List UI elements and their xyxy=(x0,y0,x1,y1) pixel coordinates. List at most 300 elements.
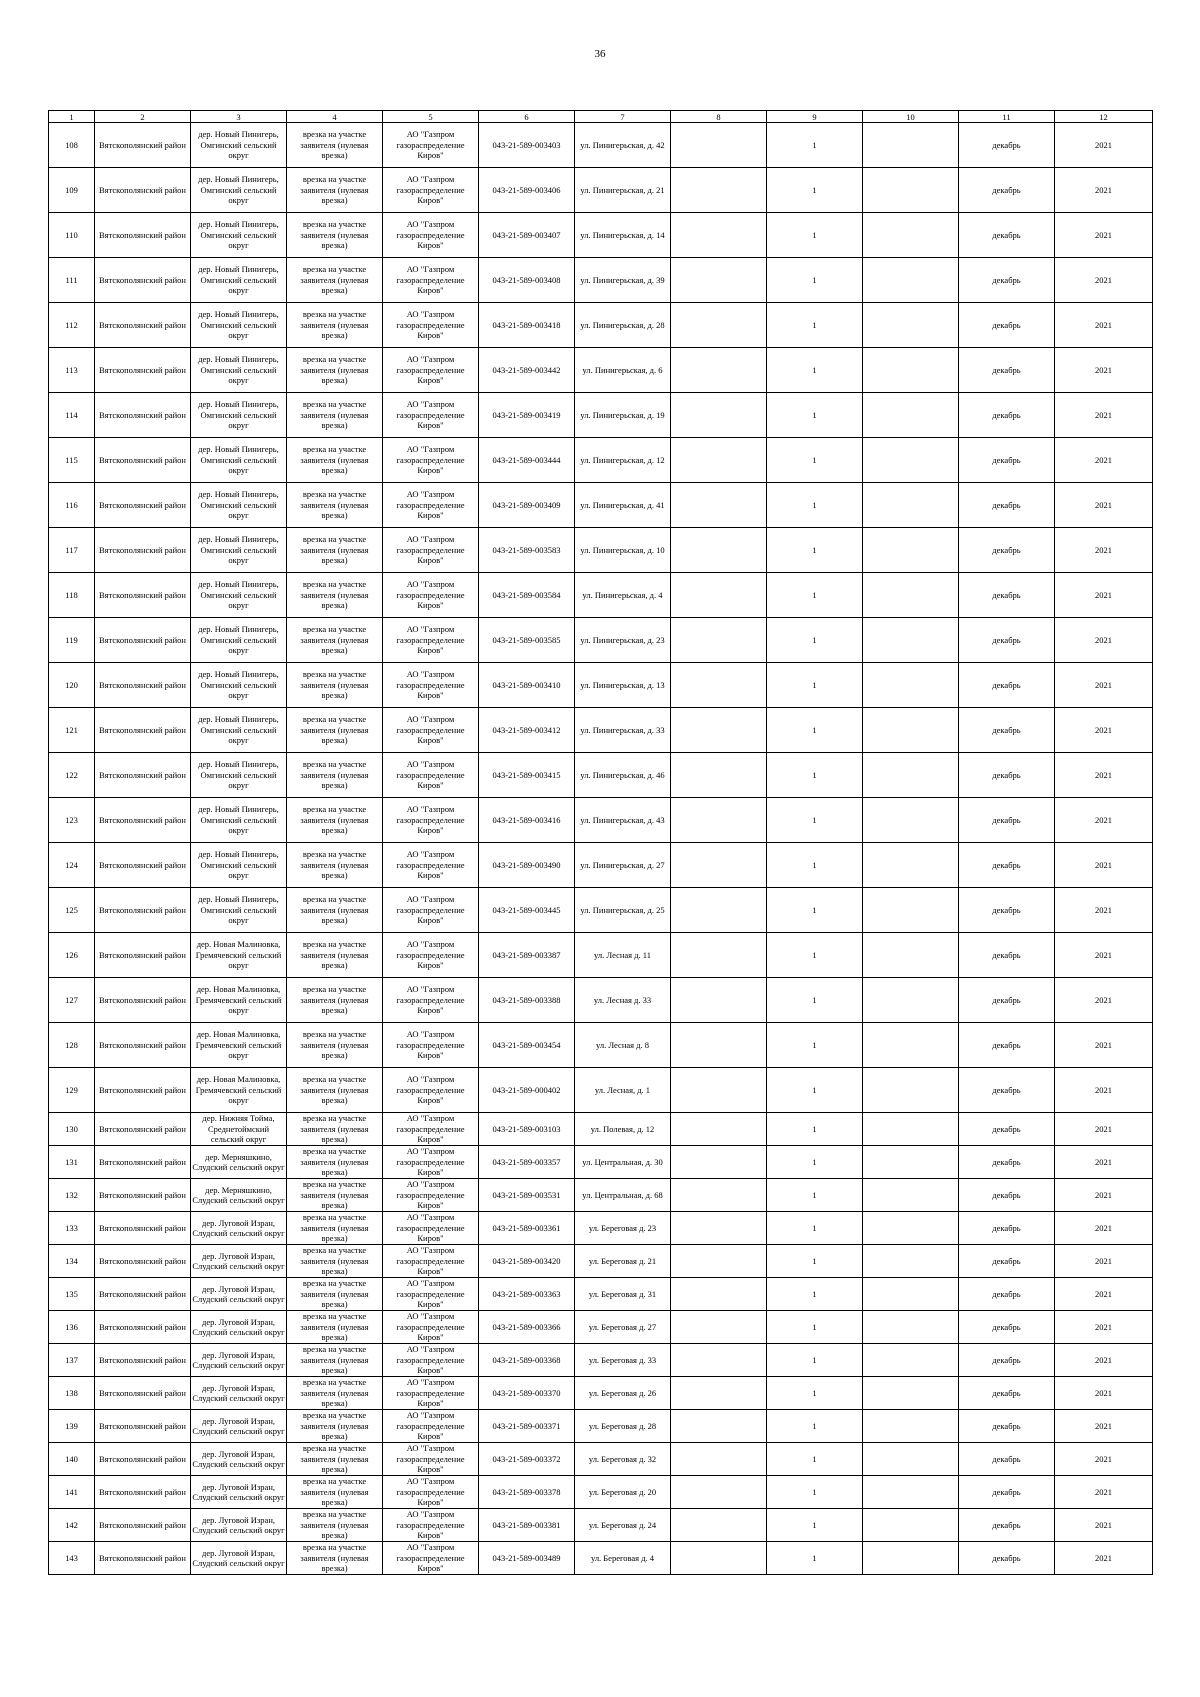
cell-settlement: дер. Новый Пинигерь, Омгинский сельский округ xyxy=(191,348,287,393)
table-row xyxy=(49,1278,1153,1311)
cell-row-number: 120 xyxy=(49,663,95,708)
cell-text: АО "Газпром газораспределение Киров" xyxy=(396,1278,465,1310)
cell-col-10 xyxy=(863,528,959,573)
cell-text: 2021 xyxy=(1095,1486,1112,1497)
cell-settlement: дер. Новый Пинигерь, Омгинский сельский округ xyxy=(191,663,287,708)
cell-work-type: врезка на участке заявителя (нулевая врезка) xyxy=(287,798,383,843)
cell-row-number: 127 xyxy=(49,978,95,1023)
cell-text: Вятскополянский район xyxy=(98,1189,186,1200)
cell-text: АО "Газпром газораспределение Киров" xyxy=(396,1509,465,1541)
cell-text: дер. Луговой Изран, Слудский сельский округ xyxy=(192,1448,285,1469)
cell-text: 043-21-589-003363 xyxy=(492,1288,561,1299)
cell-text: 1 xyxy=(812,1288,817,1299)
cell-organization: АО "Газпром газораспределение Киров" xyxy=(383,168,479,213)
cell-text: АО "Газпром газораспределение Киров" xyxy=(396,1212,465,1244)
column-header: 11 xyxy=(959,111,1055,123)
cell-work-type xyxy=(287,1509,383,1542)
cell-work-type xyxy=(287,1212,383,1245)
cell-settlement: дер. Новый Пинигерь, Омгинский сельский округ xyxy=(191,798,287,843)
cell-text: 2021 xyxy=(1095,1354,1112,1365)
cell-quantity xyxy=(767,1113,863,1146)
cell-row-number: 115 xyxy=(49,438,95,483)
cell-text: декабрь xyxy=(992,1486,1021,1497)
cell-text: врезка на участке заявителя (нулевая врезка) xyxy=(300,1146,369,1178)
cell-row-number: 124 xyxy=(49,843,95,888)
cell-settlement: дер. Новый Пинигерь, Омгинский сельский округ xyxy=(191,888,287,933)
cell-text: ул. Береговая д. 20 xyxy=(588,1486,657,1497)
table-row xyxy=(49,798,1153,843)
column-header: 8 xyxy=(671,111,767,123)
cell-settlement: дер. Новый Пинигерь, Омгинский сельский округ xyxy=(191,438,287,483)
cell-work-type: врезка на участке заявителя (нулевая врезка) xyxy=(287,663,383,708)
cell-year xyxy=(1055,1443,1153,1476)
cell-address xyxy=(575,1245,671,1278)
cell-col-8 xyxy=(671,663,767,708)
cell-year xyxy=(1055,1245,1153,1278)
table-row xyxy=(49,1245,1153,1278)
cell-month xyxy=(959,1146,1055,1179)
cell-text: АО "Газпром газораспределение Киров" xyxy=(396,1146,465,1178)
cell-col-10 xyxy=(863,1278,959,1311)
cell-text: Вятскополянский район xyxy=(98,1354,186,1365)
cell-col-8 xyxy=(671,303,767,348)
table-row xyxy=(49,483,1153,528)
cell-year: 2021 xyxy=(1055,528,1153,573)
cell-col-10 xyxy=(863,663,959,708)
column-header: 7 xyxy=(575,111,671,123)
cell-object-id xyxy=(479,1146,575,1179)
cell-col-8 xyxy=(671,1146,767,1179)
cell-quantity: 1 xyxy=(767,618,863,663)
cell-quantity: 1 xyxy=(767,663,863,708)
cell-address: ул. Лесная, д. 1 xyxy=(575,1068,671,1113)
column-header: 4 xyxy=(287,111,383,123)
cell-text: 135 xyxy=(65,1288,78,1299)
cell-work-type: врезка на участке заявителя (нулевая врезка) xyxy=(287,933,383,978)
cell-col-10 xyxy=(863,1509,959,1542)
cell-settlement xyxy=(191,1146,287,1179)
cell-row-number: 122 xyxy=(49,753,95,798)
cell-row-number: 119 xyxy=(49,618,95,663)
cell-address xyxy=(575,1410,671,1443)
cell-organization xyxy=(383,1410,479,1443)
cell-organization: АО "Газпром газораспределение Киров" xyxy=(383,933,479,978)
cell-text: дер. Луговой Изран, Слудский сельский округ xyxy=(192,1349,285,1370)
cell-organization: АО "Газпром газораспределение Киров" xyxy=(383,348,479,393)
cell-settlement xyxy=(191,1311,287,1344)
cell-text: врезка на участке заявителя (нулевая врезка) xyxy=(300,1443,369,1475)
cell-text: декабрь xyxy=(992,1156,1021,1167)
cell-row-number: 128 xyxy=(49,1023,95,1068)
cell-work-type xyxy=(287,1146,383,1179)
cell-row-number: 109 xyxy=(49,168,95,213)
cell-year: 2021 xyxy=(1055,123,1153,168)
cell-object-id: 043-21-589-003445 xyxy=(479,888,575,933)
cell-col-10 xyxy=(863,1311,959,1344)
cell-text: врезка на участке заявителя (нулевая врезка) xyxy=(300,1542,369,1574)
cell-object-id xyxy=(479,1542,575,1575)
cell-text: дер. Нижняя Тойма, Среднетоймский сельский округ xyxy=(202,1113,275,1145)
cell-text: АО "Газпром газораспределение Киров" xyxy=(396,1476,465,1508)
cell-text: 2021 xyxy=(1095,1519,1112,1530)
cell-row-number: 126 xyxy=(49,933,95,978)
table-row xyxy=(49,303,1153,348)
cell-text: 131 xyxy=(65,1156,78,1167)
cell-district: Вятскополянский район xyxy=(95,618,191,663)
cell-work-type: врезка на участке заявителя (нулевая врезка) xyxy=(287,573,383,618)
cell-object-id xyxy=(479,1443,575,1476)
cell-district xyxy=(95,1113,191,1146)
cell-year: 2021 xyxy=(1055,483,1153,528)
cell-text: 1 xyxy=(812,1189,817,1200)
cell-organization: АО "Газпром газораспределение Киров" xyxy=(383,438,479,483)
cell-text: 137 xyxy=(65,1354,78,1365)
cell-work-type: врезка на участке заявителя (нулевая врезка) xyxy=(287,483,383,528)
cell-col-8 xyxy=(671,843,767,888)
cell-month: декабрь xyxy=(959,528,1055,573)
cell-text: 133 xyxy=(65,1222,78,1233)
cell-quantity xyxy=(767,1245,863,1278)
cell-text: АО "Газпром газораспределение Киров" xyxy=(396,1443,465,1475)
cell-quantity xyxy=(767,1542,863,1575)
cell-quantity: 1 xyxy=(767,168,863,213)
cell-address: ул. Пинигерьская, д. 14 xyxy=(575,213,671,258)
cell-address: ул. Пинигерьская, д. 4 xyxy=(575,573,671,618)
cell-col-10 xyxy=(863,168,959,213)
cell-text: ул. Центральная, д. 68 xyxy=(582,1189,663,1200)
cell-row-number: 118 xyxy=(49,573,95,618)
cell-row-number: 113 xyxy=(49,348,95,393)
cell-settlement: дер. Новая Малиновка, Гремячевский сельский округ xyxy=(191,1023,287,1068)
cell-object-id xyxy=(479,1377,575,1410)
cell-year xyxy=(1055,1212,1153,1245)
cell-work-type xyxy=(287,1410,383,1443)
cell-district: Вятскополянский район xyxy=(95,978,191,1023)
cell-text: 139 xyxy=(65,1420,78,1431)
cell-row-number: 121 xyxy=(49,708,95,753)
cell-settlement xyxy=(191,1212,287,1245)
cell-col-10 xyxy=(863,393,959,438)
cell-organization: АО "Газпром газораспределение Киров" xyxy=(383,843,479,888)
cell-col-8 xyxy=(671,528,767,573)
cell-address: ул. Лесная д. 11 xyxy=(575,933,671,978)
cell-address: ул. Пинигерьская, д. 6 xyxy=(575,348,671,393)
cell-organization: АО "Газпром газораспределение Киров" xyxy=(383,573,479,618)
header-row xyxy=(49,111,1153,123)
cell-address: ул. Пинигерьская, д. 12 xyxy=(575,438,671,483)
cell-organization: АО "Газпром газораспределение Киров" xyxy=(383,798,479,843)
cell-settlement: дер. Новый Пинигерь, Омгинский сельский округ xyxy=(191,573,287,618)
cell-year: 2021 xyxy=(1055,933,1153,978)
table-row xyxy=(49,618,1153,663)
table-row xyxy=(49,528,1153,573)
cell-object-id: 043-21-589-003418 xyxy=(479,303,575,348)
cell-year xyxy=(1055,1146,1153,1179)
cell-address: ул. Пинигерьская, д. 23 xyxy=(575,618,671,663)
cell-text: Вятскополянский район xyxy=(98,1156,186,1167)
cell-object-id: 043-21-589-003410 xyxy=(479,663,575,708)
cell-month xyxy=(959,1443,1055,1476)
cell-address xyxy=(575,1278,671,1311)
cell-work-type: врезка на участке заявителя (нулевая врезка) xyxy=(287,618,383,663)
cell-work-type xyxy=(287,1344,383,1377)
cell-work-type xyxy=(287,1443,383,1476)
cell-month: декабрь xyxy=(959,708,1055,753)
cell-month: декабрь xyxy=(959,1023,1055,1068)
cell-month: декабрь xyxy=(959,663,1055,708)
table-row xyxy=(49,1113,1153,1146)
column-header: 10 xyxy=(863,111,959,123)
cell-month: декабрь xyxy=(959,213,1055,258)
cell-col-10 xyxy=(863,1344,959,1377)
cell-row-number xyxy=(49,1212,95,1245)
cell-quantity xyxy=(767,1443,863,1476)
cell-district: Вятскополянский район xyxy=(95,303,191,348)
cell-month: декабрь xyxy=(959,933,1055,978)
cell-address: ул. Пинигерьская, д. 19 xyxy=(575,393,671,438)
cell-text: 043-21-589-003103 xyxy=(492,1123,561,1134)
cell-text: 043-21-589-003366 xyxy=(492,1321,561,1332)
cell-row-number xyxy=(49,1344,95,1377)
cell-district: Вятскополянский район xyxy=(95,798,191,843)
cell-settlement xyxy=(191,1377,287,1410)
cell-address: ул. Пинигерьская, д. 33 xyxy=(575,708,671,753)
cell-col-8 xyxy=(671,1476,767,1509)
cell-address xyxy=(575,1113,671,1146)
table-row xyxy=(49,1023,1153,1068)
cell-text: ул. Береговая д. 28 xyxy=(588,1420,657,1431)
cell-settlement: дер. Новый Пинигерь, Омгинский сельский округ xyxy=(191,708,287,753)
cell-col-8 xyxy=(671,1113,767,1146)
cell-text: Вятскополянский район xyxy=(98,1321,186,1332)
cell-row-number: 125 xyxy=(49,888,95,933)
cell-text: 1 xyxy=(812,1420,817,1431)
cell-quantity: 1 xyxy=(767,438,863,483)
table-row xyxy=(49,393,1153,438)
cell-quantity: 1 xyxy=(767,573,863,618)
cell-year: 2021 xyxy=(1055,393,1153,438)
cell-district xyxy=(95,1146,191,1179)
cell-district xyxy=(95,1278,191,1311)
cell-quantity xyxy=(767,1212,863,1245)
cell-quantity xyxy=(767,1476,863,1509)
cell-work-type xyxy=(287,1113,383,1146)
cell-organization xyxy=(383,1311,479,1344)
cell-text: 043-21-589-003370 xyxy=(492,1387,561,1398)
cell-col-8 xyxy=(671,708,767,753)
cell-work-type: врезка на участке заявителя (нулевая врезка) xyxy=(287,123,383,168)
cell-text: 043-21-589-003420 xyxy=(492,1255,561,1266)
cell-month: декабрь xyxy=(959,753,1055,798)
table-row xyxy=(49,1377,1153,1410)
cell-text: 043-21-589-003378 xyxy=(492,1486,561,1497)
cell-month: декабрь xyxy=(959,303,1055,348)
cell-month xyxy=(959,1212,1055,1245)
cell-col-8 xyxy=(671,753,767,798)
cell-row-number xyxy=(49,1476,95,1509)
cell-object-id: 043-21-589-003407 xyxy=(479,213,575,258)
cell-settlement: дер. Новый Пинигерь, Омгинский сельский округ xyxy=(191,393,287,438)
cell-quantity: 1 xyxy=(767,1023,863,1068)
cell-text: дер. Луговой Изран, Слудский сельский округ xyxy=(192,1415,285,1436)
table-row xyxy=(49,168,1153,213)
cell-col-8 xyxy=(671,888,767,933)
cell-settlement xyxy=(191,1542,287,1575)
cell-col-8 xyxy=(671,258,767,303)
cell-text: декабрь xyxy=(992,1189,1021,1200)
cell-district: Вятскополянский район xyxy=(95,393,191,438)
cell-col-10 xyxy=(863,933,959,978)
table-row xyxy=(49,1179,1153,1212)
cell-work-type: врезка на участке заявителя (нулевая врезка) xyxy=(287,753,383,798)
cell-organization: АО "Газпром газораспределение Киров" xyxy=(383,978,479,1023)
table-row xyxy=(49,1476,1153,1509)
cell-object-id: 043-21-589-003415 xyxy=(479,753,575,798)
cell-text: 2021 xyxy=(1095,1420,1112,1431)
cell-text: врезка на участке заявителя (нулевая врезка) xyxy=(300,1113,369,1145)
cell-text: врезка на участке заявителя (нулевая врезка) xyxy=(300,1245,369,1277)
cell-quantity: 1 xyxy=(767,483,863,528)
cell-work-type: врезка на участке заявителя (нулевая врезка) xyxy=(287,1023,383,1068)
cell-text: 2021 xyxy=(1095,1321,1112,1332)
cell-work-type xyxy=(287,1278,383,1311)
cell-settlement: дер. Новый Пинигерь, Омгинский сельский округ xyxy=(191,618,287,663)
cell-organization xyxy=(383,1542,479,1575)
cell-district xyxy=(95,1509,191,1542)
cell-text: декабрь xyxy=(992,1552,1021,1563)
cell-month xyxy=(959,1245,1055,1278)
cell-text: врезка на участке заявителя (нулевая врезка) xyxy=(300,1179,369,1211)
table-row xyxy=(49,1311,1153,1344)
cell-district xyxy=(95,1311,191,1344)
cell-row-number: 117 xyxy=(49,528,95,573)
cell-address: ул. Пинигерьская, д. 42 xyxy=(575,123,671,168)
cell-district xyxy=(95,1542,191,1575)
cell-col-8 xyxy=(671,123,767,168)
cell-text: ул. Береговая д. 23 xyxy=(588,1222,657,1233)
cell-col-8 xyxy=(671,348,767,393)
cell-col-8 xyxy=(671,1023,767,1068)
cell-address xyxy=(575,1344,671,1377)
cell-col-8 xyxy=(671,978,767,1023)
cell-address xyxy=(575,1542,671,1575)
cell-text: 136 xyxy=(65,1321,78,1332)
cell-col-8 xyxy=(671,1179,767,1212)
cell-col-10 xyxy=(863,1245,959,1278)
cell-settlement xyxy=(191,1443,287,1476)
cell-object-id: 043-21-589-003442 xyxy=(479,348,575,393)
cell-address xyxy=(575,1146,671,1179)
cell-object-id xyxy=(479,1344,575,1377)
cell-settlement xyxy=(191,1278,287,1311)
cell-month xyxy=(959,1476,1055,1509)
column-header: 3 xyxy=(191,111,287,123)
cell-address: ул. Лесная д. 33 xyxy=(575,978,671,1023)
cell-month: декабрь xyxy=(959,573,1055,618)
cell-col-8 xyxy=(671,1245,767,1278)
cell-col-10 xyxy=(863,708,959,753)
cell-year: 2021 xyxy=(1055,303,1153,348)
cell-object-id: 043-21-589-003388 xyxy=(479,978,575,1023)
cell-col-10 xyxy=(863,123,959,168)
cell-organization xyxy=(383,1377,479,1410)
cell-year: 2021 xyxy=(1055,1068,1153,1113)
cell-text: 1 xyxy=(812,1222,817,1233)
cell-text: декабрь xyxy=(992,1387,1021,1398)
cell-text: Вятскополянский район xyxy=(98,1486,186,1497)
cell-year: 2021 xyxy=(1055,348,1153,393)
cell-settlement: дер. Новый Пинигерь, Омгинский сельский округ xyxy=(191,213,287,258)
cell-text: декабрь xyxy=(992,1222,1021,1233)
cell-col-8 xyxy=(671,573,767,618)
cell-address xyxy=(575,1476,671,1509)
cell-col-10 xyxy=(863,1113,959,1146)
cell-text: 2021 xyxy=(1095,1387,1112,1398)
cell-quantity: 1 xyxy=(767,888,863,933)
table-row xyxy=(49,1542,1153,1575)
cell-text: 1 xyxy=(812,1156,817,1167)
cell-row-number: 116 xyxy=(49,483,95,528)
cell-row-number xyxy=(49,1443,95,1476)
cell-district: Вятскополянский район xyxy=(95,168,191,213)
column-header: 1 xyxy=(49,111,95,123)
cell-year xyxy=(1055,1410,1153,1443)
cell-year: 2021 xyxy=(1055,438,1153,483)
cell-text: ул. Береговая д. 27 xyxy=(588,1321,657,1332)
cell-object-id: 043-21-589-003408 xyxy=(479,258,575,303)
cell-col-10 xyxy=(863,1146,959,1179)
cell-text: 1 xyxy=(812,1519,817,1530)
cell-text: декабрь xyxy=(992,1288,1021,1299)
cell-month xyxy=(959,1344,1055,1377)
cell-text: 043-21-589-003489 xyxy=(492,1552,561,1563)
cell-text: врезка на участке заявителя (нулевая врезка) xyxy=(300,1311,369,1343)
cell-col-10 xyxy=(863,303,959,348)
table-row xyxy=(49,573,1153,618)
cell-col-8 xyxy=(671,618,767,663)
cell-text: ул. Береговая д. 32 xyxy=(588,1453,657,1464)
cell-quantity: 1 xyxy=(767,1068,863,1113)
cell-col-10 xyxy=(863,843,959,888)
cell-address xyxy=(575,1377,671,1410)
cell-row-number: 112 xyxy=(49,303,95,348)
cell-text: 140 xyxy=(65,1453,78,1464)
cell-month: декабрь xyxy=(959,978,1055,1023)
cell-object-id xyxy=(479,1311,575,1344)
cell-organization: АО "Газпром газораспределение Киров" xyxy=(383,888,479,933)
cell-col-10 xyxy=(863,1410,959,1443)
cell-text: Вятскополянский район xyxy=(98,1288,186,1299)
cell-address: ул. Лесная д. 8 xyxy=(575,1023,671,1068)
cell-quantity xyxy=(767,1377,863,1410)
cell-text: врезка на участке заявителя (нулевая врезка) xyxy=(300,1476,369,1508)
cell-settlement xyxy=(191,1245,287,1278)
cell-row-number: 123 xyxy=(49,798,95,843)
cell-object-id xyxy=(479,1179,575,1212)
cell-text: дер. Луговой Изран, Слудский сельский округ xyxy=(192,1514,285,1535)
cell-col-8 xyxy=(671,1509,767,1542)
cell-address: ул. Пинигерьская, д. 41 xyxy=(575,483,671,528)
cell-year xyxy=(1055,1509,1153,1542)
cell-month xyxy=(959,1113,1055,1146)
cell-col-8 xyxy=(671,1278,767,1311)
cell-col-10 xyxy=(863,573,959,618)
cell-text: дер. Луговой Изран, Слудский сельский округ xyxy=(192,1250,285,1271)
cell-object-id xyxy=(479,1245,575,1278)
cell-organization: АО "Газпром газораспределение Киров" xyxy=(383,528,479,573)
cell-settlement: дер. Новый Пинигерь, Омгинский сельский округ xyxy=(191,483,287,528)
cell-year xyxy=(1055,1113,1153,1146)
